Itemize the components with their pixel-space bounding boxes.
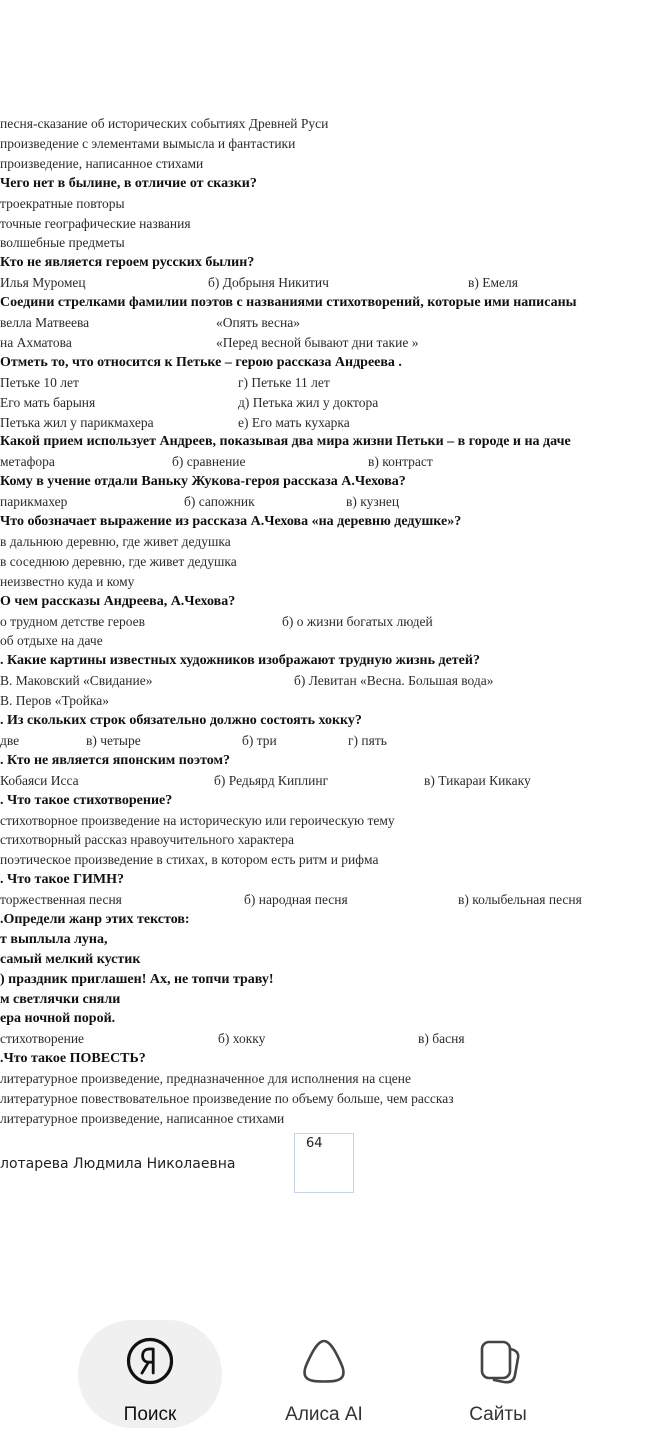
doc-line-1: произведение с элементами вымысла и фантастики (0, 136, 296, 151)
doc-line-28-col-1: б) Левитан «Весна. Большая вода» (294, 673, 494, 688)
doc-line-13-col-1: г) Петьке 11 лет (238, 375, 330, 390)
doc-question-45: ера ночной порой. (0, 1011, 116, 1026)
doc-question-9: Соедини стрелками фамилии поэтов с названиями стихотворений, которые ими написаны (0, 295, 577, 310)
doc-line-19-col-2: в) кузнец (346, 494, 400, 509)
doc-question-27: . Какие картины известных художников изображают трудную жизнь детей? (0, 653, 480, 668)
nav-alice[interactable] (252, 1320, 396, 1428)
doc-question-40: .Определи жанр этих текстов: (0, 912, 190, 927)
doc-question-47: .Что такое ПОВЕСТЬ? (0, 1051, 146, 1066)
doc-line-8-col-0: Илья Муромец (0, 275, 86, 290)
doc-line-29: В. Перов «Тройка» (0, 693, 110, 708)
doc-line-8-col-1: б) Добрыня Никитич (208, 275, 329, 290)
doc-line-15-col-0: Петька жил у парикмахера (0, 415, 154, 430)
doc-question-30: . Из скольких строк обязательно должно состоять хокку? (0, 713, 362, 728)
doc-line-13-col-0: Петьке 10 лет (0, 375, 79, 390)
page-number-box (294, 1133, 354, 1193)
nav-search-label: Поиск (123, 1404, 177, 1425)
doc-line-39-col-0: торжественная песня (0, 892, 122, 907)
doc-question-16: Какой прием использует Андреев, показывая два мира жизни Петьки – в городе и на даче (0, 434, 571, 449)
alice-icon (299, 1336, 349, 1386)
sites-icon (473, 1336, 523, 1386)
doc-question-38: . Что такое ГИМН? (0, 872, 125, 887)
doc-question-32: . Кто не является японским поэтом? (0, 753, 231, 768)
doc-line-48: литературное произведение, предназначенное для исполнения на сцене (0, 1071, 412, 1086)
bottom-navigation (0, 1300, 648, 1450)
doc-line-28-col-0: В. Маковский «Свидание» (0, 673, 153, 688)
nav-search[interactable] (78, 1320, 222, 1428)
doc-question-41: т выплыла луна, (0, 932, 108, 947)
doc-question-18: Кому в учение отдали Ваньку Жукова-героя рассказа А.Чехова? (0, 474, 406, 489)
doc-line-25-col-0: о трудном детстве героев (0, 614, 146, 629)
doc-question-43: ) праздник приглашен! Ах, не топчи траву! (0, 972, 274, 987)
doc-line-4: троекратные повторы (0, 196, 125, 211)
doc-line-31-col-1: в) четыре (86, 733, 141, 748)
doc-line-11-col-1: «Перед весной бывают дни такие » (216, 335, 419, 350)
doc-line-39-col-2: в) колыбельная песня (458, 892, 582, 907)
doc-question-3: Чего нет в былине, в отличие от сказки? (0, 176, 257, 191)
author-name: лотарева Людмила Николаевна (0, 1156, 236, 1172)
doc-line-14-col-0: Его мать барыня (0, 395, 96, 410)
doc-question-24: О чем рассказы Андреева, А.Чехова? (0, 594, 236, 609)
doc-line-5: точные географические названия (0, 216, 191, 231)
doc-line-8-col-2: в) Емеля (468, 275, 518, 290)
doc-line-21: в дальнюю деревню, где живет дедушка (0, 534, 231, 549)
nav-sites-label: Сайты (469, 1404, 527, 1425)
doc-line-46-col-2: в) басня (418, 1031, 465, 1046)
doc-line-33-col-2: в) Тикараи Кикаку (424, 773, 531, 788)
doc-line-33-col-1: б) Редьярд Киплинг (214, 773, 329, 788)
doc-line-19-col-1: б) сапожник (184, 494, 255, 509)
doc-line-23: неизвестно куда и кому (0, 574, 135, 589)
doc-line-10-col-1: «Опять весна» (216, 315, 300, 330)
doc-line-36: стихотворный рассказ нравоучительного характера (0, 832, 294, 847)
doc-question-20: Что обозначает выражение из рассказа А.Чехова «на деревню дедушке»? (0, 514, 462, 529)
doc-line-39-col-1: б) народная песня (244, 892, 348, 907)
doc-question-7: Кто не является героем русских былин? (0, 255, 255, 270)
nav-sites[interactable] (426, 1320, 570, 1428)
doc-line-14-col-1: д) Петька жил у доктора (238, 395, 379, 410)
doc-line-49: литературное повествовательное произведение по объему больше, чем рассказ (0, 1091, 454, 1106)
doc-line-46-col-0: стихотворение (0, 1031, 85, 1046)
doc-line-26: об отдыхе на даче (0, 633, 103, 648)
doc-line-6: волшебные предметы (0, 235, 125, 250)
doc-line-17-col-2: в) контраст (368, 454, 433, 469)
doc-question-12: Отметь то, что относится к Петьке – герою рассказа Андреева . (0, 355, 402, 370)
doc-line-31-col-0: две (0, 733, 20, 748)
doc-line-31-col-3: г) пять (348, 733, 387, 748)
nav-alice-label: Алиса AI (285, 1404, 363, 1425)
doc-line-11-col-0: на Ахматова (0, 335, 72, 350)
doc-line-15-col-1: е) Его мать кухарка (238, 415, 350, 430)
doc-line-17-col-1: б) сравнение (172, 454, 246, 469)
doc-line-25-col-1: б) о жизни богатых людей (282, 614, 433, 629)
doc-line-35: стихотворное произведение на историческую или героическую тему (0, 813, 395, 828)
doc-line-50: литературное произведение, написанное стихами (0, 1111, 285, 1126)
doc-line-33-col-0: Кобаяси Исса (0, 773, 79, 788)
doc-question-42: самый мелкий кустик (0, 952, 141, 967)
doc-line-17-col-0: метафора (0, 454, 55, 469)
doc-line-37: поэтическое произведение в стихах, в котором есть ритм и рифма (0, 852, 379, 867)
page-number: 64 (306, 1136, 323, 1151)
doc-line-19-col-0: парикмахер (0, 494, 68, 509)
doc-line-0: песня-сказание об исторических событиях Древней Руси (0, 116, 329, 131)
doc-question-44: м светлячки сняли (0, 992, 121, 1007)
doc-line-31-col-2: б) три (242, 733, 277, 748)
doc-line-10-col-0: велла Матвеева (0, 315, 90, 330)
doc-line-2: произведение, написанное стихами (0, 156, 204, 171)
doc-line-22: в соседнюю деревню, где живет дедушка (0, 554, 237, 569)
yandex-logo-icon (125, 1336, 175, 1386)
doc-line-46-col-1: б) хокку (218, 1031, 266, 1046)
doc-question-34: . Что такое стихотворение? (0, 793, 173, 808)
